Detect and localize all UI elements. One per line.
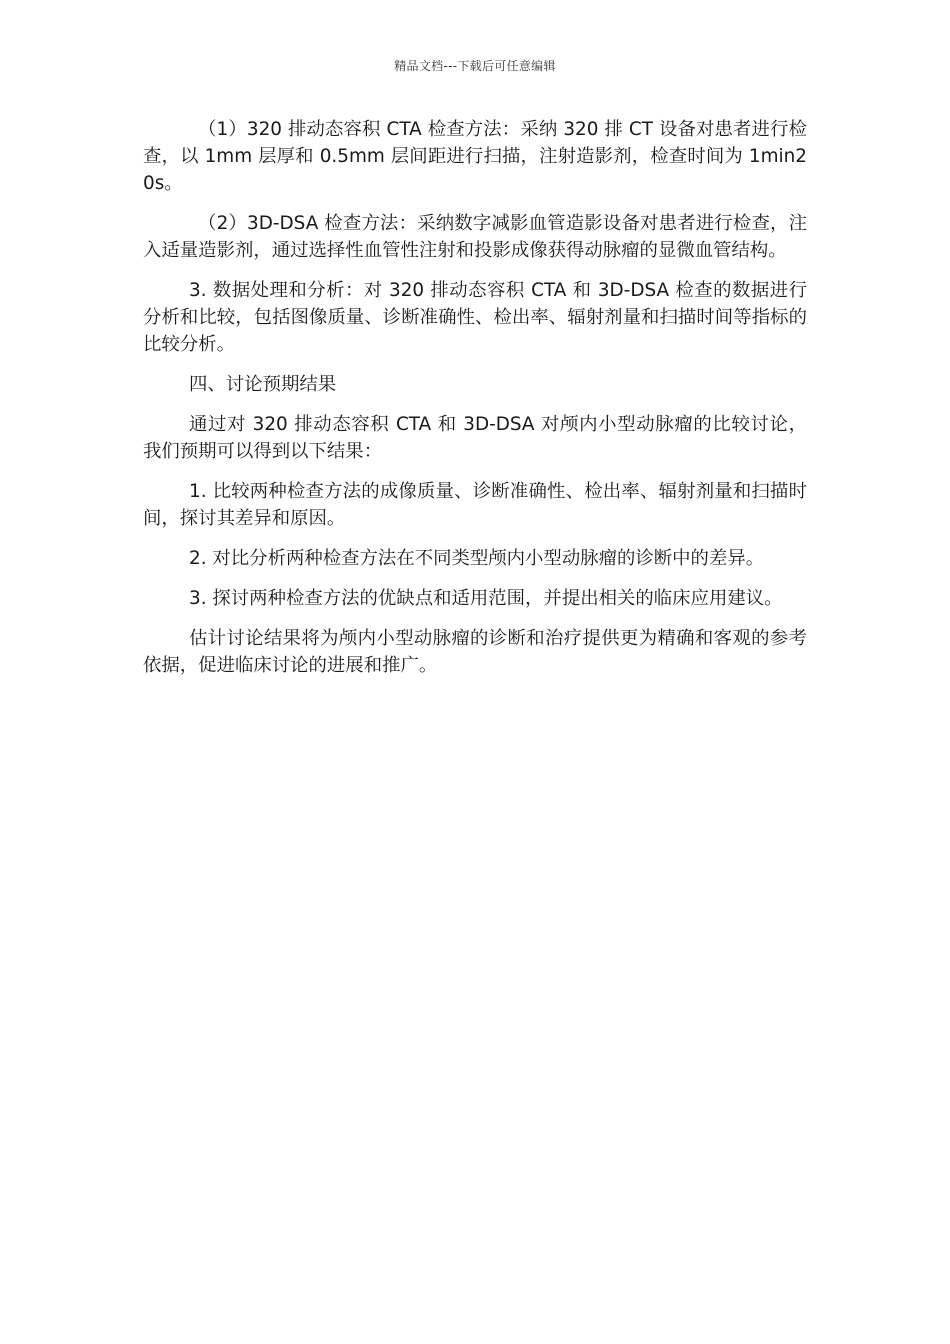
paragraph-dsa-method: （2）3D-DSA 检查方法：采纳数字减影血管造影设备对患者进行检查，注入适量造影剂，通过选择性血管性注射和投影成像获得动脉瘤的显微血管结构。 — [143, 213, 807, 261]
paragraph-result-1: 1. 比较两种检查方法的成像质量、诊断准确性、检出率、辐射剂量和扫描时间，探讨其差异和原因。 — [143, 481, 807, 529]
paragraph-data-analysis: 3. 数据处理和分析：对 320 排动态容积 CTA 和 3D-DSA 检查的数据进行分析和比较，包括图像质量、诊断准确性、检出率、辐射剂量和扫描时间等指标的比较分析。 — [143, 280, 807, 355]
document-body — [143, 116, 807, 692]
page-header: 精品文档---下载后可任意编辑 — [394, 59, 556, 73]
section-heading-expected-results: 四、讨论预期结果 — [189, 374, 337, 395]
paragraph-conclusion: 估计讨论结果将为颅内小型动脉瘤的诊断和治疗提供更为精确和客观的参考依据，促进临床讨论的进展和推广。 — [143, 628, 807, 676]
paragraph-cta-method: （1）320 排动态容积 CTA 检查方法：采纳 320 排 CT 设备对患者进行检查，以 1mm 层厚和 0.5mm 层间距进行扫描，注射造影剂，检查时间为 1min20s。 — [143, 119, 807, 194]
paragraph-intro-results: 通过对 320 排动态容积 CTA 和 3D-DSA 对颅内小型动脉瘤的比较讨论，我们预期可以得到以下结果： — [143, 414, 807, 462]
paragraph-result-2: 2. 对比分析两种检查方法在不同类型颅内小型动脉瘤的诊断中的差异。 — [189, 548, 765, 569]
paragraph-result-3: 3. 探讨两种检查方法的优缺点和适用范围，并提出相关的临床应用建议。 — [189, 588, 783, 609]
